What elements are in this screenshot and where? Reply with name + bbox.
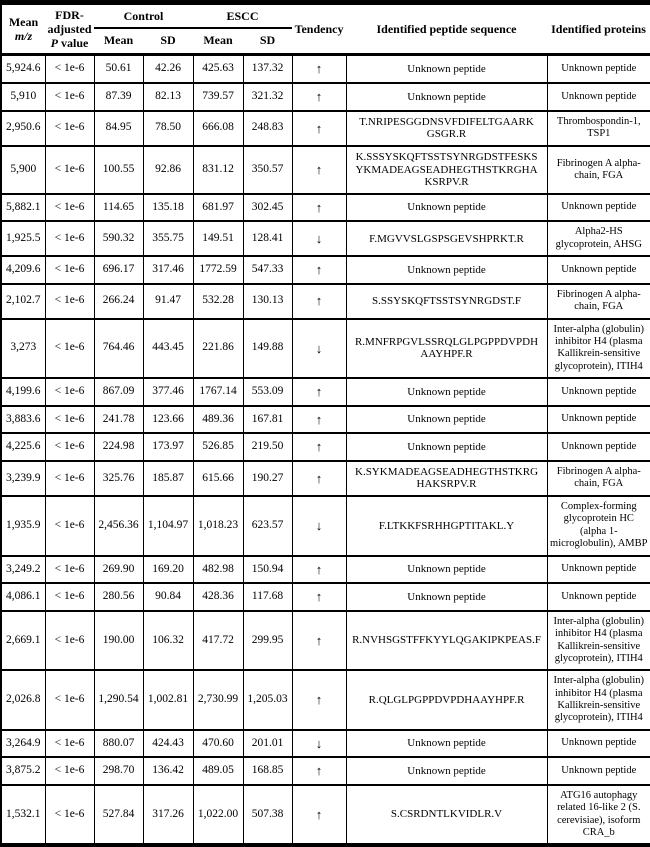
header-control-sd: SD: [143, 28, 193, 55]
cell-mean-mz: 3,875.2: [1, 757, 45, 785]
cell-peptide-sequence: Unknown peptide: [346, 730, 547, 758]
cell-control-sd: 317.46: [143, 256, 193, 284]
header-p-italic: P: [50, 36, 58, 51]
cell-escc-sd: 117.68: [243, 583, 292, 611]
cell-escc-sd: 547.33: [243, 256, 292, 284]
cell-protein: Fibrinogen A alpha-chain, FGA: [547, 146, 650, 194]
tendency-arrow: ↑: [292, 146, 346, 194]
cell-mean-mz: 2,669.1: [1, 611, 45, 671]
cell-protein: Complex-forming glycoprotein HC (alpha 1-microglobulin), AMBP: [547, 496, 650, 556]
cell-escc-mean: 1,018.23: [193, 496, 243, 556]
cell-control-mean: 87.39: [94, 83, 143, 111]
cell-control-mean: 2,456.36: [94, 496, 143, 556]
cell-protein: Fibrinogen A alpha-chain, FGA: [547, 284, 650, 319]
cell-control-sd: 185.87: [143, 461, 193, 496]
cell-protein: Unknown peptide: [547, 256, 650, 284]
cell-protein: Unknown peptide: [547, 55, 650, 83]
tendency-arrow: ↑: [292, 406, 346, 434]
cell-peptide-sequence: Unknown peptide: [346, 256, 547, 284]
table-row: [1, 406, 650, 434]
cell-p-value: < 1e-6: [45, 433, 94, 461]
tendency-arrow: ↑: [292, 194, 346, 222]
header-proteins: Identified proteins: [547, 3, 650, 55]
cell-peptide-sequence: S.CSRDNTLKVIDLR.V: [346, 785, 547, 846]
cell-escc-sd: 507.38: [243, 785, 292, 846]
header-peptide-sequence: Identified peptide sequence: [346, 3, 547, 55]
table-row: [1, 556, 650, 584]
cell-escc-sd: 350.57: [243, 146, 292, 194]
table-header: [1, 3, 650, 55]
header-mz-word: m/z: [14, 29, 33, 44]
cell-p-value: < 1e-6: [45, 461, 94, 496]
header-mean-mz: [1, 3, 45, 55]
cell-peptide-sequence: Unknown peptide: [346, 583, 547, 611]
cell-mean-mz: 4,225.6: [1, 433, 45, 461]
cell-escc-sd: 248.83: [243, 111, 292, 146]
cell-protein: Unknown peptide: [547, 433, 650, 461]
cell-peptide-sequence: R.QLGLPGPPDVPDHAAYHPF.R: [346, 670, 547, 730]
cell-escc-sd: 302.45: [243, 194, 292, 222]
cell-control-mean: 280.56: [94, 583, 143, 611]
cell-p-value: < 1e-6: [45, 55, 94, 83]
cell-mean-mz: 4,209.6: [1, 256, 45, 284]
table-row: [1, 146, 650, 194]
cell-escc-mean: 470.60: [193, 730, 243, 758]
cell-escc-sd: 168.85: [243, 757, 292, 785]
cell-control-mean: 266.24: [94, 284, 143, 319]
cell-protein: ATG16 autophagy related 16-like 2 (S. cerevisiae), isoform CRA_b: [547, 785, 650, 846]
cell-control-sd: 355.75: [143, 221, 193, 256]
cell-mean-mz: 5,882.1: [1, 194, 45, 222]
cell-protein: Unknown peptide: [547, 556, 650, 584]
cell-p-value: < 1e-6: [45, 194, 94, 222]
cell-control-sd: 135.18: [143, 194, 193, 222]
cell-p-value: < 1e-6: [45, 785, 94, 846]
tendency-arrow: ↑: [292, 583, 346, 611]
cell-control-sd: 42.26: [143, 55, 193, 83]
cell-mean-mz: 3,883.6: [1, 406, 45, 434]
cell-control-sd: 169.20: [143, 556, 193, 584]
cell-peptide-sequence: K.SYKMADEAGSEADHEGTHSTKRG HAKSRPV.R: [346, 461, 547, 496]
cell-control-mean: 269.90: [94, 556, 143, 584]
cell-protein: Unknown peptide: [547, 83, 650, 111]
cell-escc-sd: 167.81: [243, 406, 292, 434]
cell-control-mean: 50.61: [94, 55, 143, 83]
cell-control-mean: 764.46: [94, 319, 143, 379]
tendency-arrow: ↑: [292, 556, 346, 584]
cell-mean-mz: 1,925.5: [1, 221, 45, 256]
cell-p-value: < 1e-6: [45, 611, 94, 671]
tendency-arrow: ↓: [292, 730, 346, 758]
cell-control-sd: 123.66: [143, 406, 193, 434]
cell-peptide-sequence: T.NRIPESGGDNSVFDIFELTGAARK GSGR.R: [346, 111, 547, 146]
cell-escc-sd: 553.09: [243, 378, 292, 406]
tendency-arrow: ↑: [292, 55, 346, 83]
cell-escc-sd: 219.50: [243, 433, 292, 461]
cell-control-mean: 590.32: [94, 221, 143, 256]
cell-protein: Unknown peptide: [547, 194, 650, 222]
header-fdr-line2: adjusted: [47, 22, 92, 37]
cell-protein: Inter-alpha (globulin) inhibitor H4 (plasma Kallikrein-sensitive glycoprotein), ITIH4: [547, 319, 650, 379]
table-row: [1, 319, 650, 379]
cell-escc-mean: 149.51: [193, 221, 243, 256]
cell-escc-mean: 526.85: [193, 433, 243, 461]
cell-mean-mz: 3,264.9: [1, 730, 45, 758]
cell-escc-sd: 1,205.03: [243, 670, 292, 730]
cell-escc-mean: 831.12: [193, 146, 243, 194]
cell-escc-sd: 299.95: [243, 611, 292, 671]
cell-escc-mean: 489.36: [193, 406, 243, 434]
header-mean-word: Mean: [8, 15, 39, 30]
cell-control-mean: 1,290.54: [94, 670, 143, 730]
table-row: [1, 611, 650, 671]
cell-peptide-sequence: Unknown peptide: [346, 406, 547, 434]
cell-protein: Unknown peptide: [547, 583, 650, 611]
cell-protein: Unknown peptide: [547, 378, 650, 406]
tendency-arrow: ↑: [292, 284, 346, 319]
cell-peptide-sequence: Unknown peptide: [346, 556, 547, 584]
cell-protein: Fibrinogen A alpha-chain, FGA: [547, 461, 650, 496]
cell-p-value: < 1e-6: [45, 221, 94, 256]
cell-mean-mz: 2,950.6: [1, 111, 45, 146]
cell-escc-mean: 1,022.00: [193, 785, 243, 846]
cell-mean-mz: 5,910: [1, 83, 45, 111]
cell-p-value: < 1e-6: [45, 583, 94, 611]
cell-control-sd: 443.45: [143, 319, 193, 379]
cell-control-sd: 82.13: [143, 83, 193, 111]
table-row: [1, 111, 650, 146]
cell-peptide-sequence: R.MNFRPGVLSSRQLGLPGPPDVPDH AAYHPF.R: [346, 319, 547, 379]
cell-mean-mz: 2,026.8: [1, 670, 45, 730]
tendency-arrow: ↓: [292, 221, 346, 256]
cell-protein: Unknown peptide: [547, 406, 650, 434]
table-row: [1, 378, 650, 406]
cell-control-sd: 377.46: [143, 378, 193, 406]
cell-control-mean: 527.84: [94, 785, 143, 846]
tendency-arrow: ↑: [292, 611, 346, 671]
cell-control-mean: 100.55: [94, 146, 143, 194]
cell-mean-mz: 3,249.2: [1, 556, 45, 584]
cell-escc-sd: 623.57: [243, 496, 292, 556]
cell-peptide-sequence: Unknown peptide: [346, 194, 547, 222]
header-fdr-line1: FDR-: [55, 8, 84, 22]
cell-control-sd: 1,002.81: [143, 670, 193, 730]
cell-escc-mean: 532.28: [193, 284, 243, 319]
cell-p-value: < 1e-6: [45, 730, 94, 758]
cell-control-sd: 90.84: [143, 583, 193, 611]
tendency-arrow: ↑: [292, 757, 346, 785]
cell-protein: Inter-alpha (globulin) inhibitor H4 (plasma Kallikrein-sensitive glycoprotein), ITIH4: [547, 670, 650, 730]
cell-peptide-sequence: Unknown peptide: [346, 55, 547, 83]
cell-protein: Inter-alpha (globulin) inhibitor H4 (plasma Kallikrein-sensitive glycoprotein), ITIH4: [547, 611, 650, 671]
cell-control-sd: 424.43: [143, 730, 193, 758]
cell-mean-mz: 2,102.7: [1, 284, 45, 319]
header-fdr-p-value: [45, 3, 94, 55]
cell-mean-mz: 1,532.1: [1, 785, 45, 846]
cell-peptide-sequence: F.MGVVSLGSPSGEVSHPRKT.R: [346, 221, 547, 256]
tendency-arrow: ↓: [292, 496, 346, 556]
tendency-arrow: ↑: [292, 461, 346, 496]
cell-escc-mean: 2,730.99: [193, 670, 243, 730]
table-row: [1, 757, 650, 785]
cell-escc-mean: 666.08: [193, 111, 243, 146]
header-row-groups: [1, 3, 650, 28]
cell-escc-sd: 190.27: [243, 461, 292, 496]
table-body: [1, 55, 650, 846]
cell-mean-mz: 5,924.6: [1, 55, 45, 83]
table-row: [1, 461, 650, 496]
cell-mean-mz: 4,199.6: [1, 378, 45, 406]
cell-control-sd: 106.32: [143, 611, 193, 671]
cell-control-mean: 190.00: [94, 611, 143, 671]
header-tendency: Tendency: [292, 3, 346, 55]
cell-p-value: < 1e-6: [45, 146, 94, 194]
tendency-arrow: ↑: [292, 378, 346, 406]
cell-p-value: < 1e-6: [45, 284, 94, 319]
cell-mean-mz: 3,239.9: [1, 461, 45, 496]
cell-p-value: < 1e-6: [45, 378, 94, 406]
cell-escc-mean: 1772.59: [193, 256, 243, 284]
cell-mean-mz: 4,086.1: [1, 583, 45, 611]
cell-control-mean: 114.65: [94, 194, 143, 222]
cell-escc-mean: 482.98: [193, 556, 243, 584]
table-row: [1, 221, 650, 256]
table-row: [1, 433, 650, 461]
cell-control-mean: 696.17: [94, 256, 143, 284]
header-control-group: Control: [94, 3, 193, 28]
cell-peptide-sequence: Unknown peptide: [346, 378, 547, 406]
cell-escc-mean: 681.97: [193, 194, 243, 222]
cell-control-mean: 298.70: [94, 757, 143, 785]
cell-control-sd: 78.50: [143, 111, 193, 146]
cell-control-sd: 173.97: [143, 433, 193, 461]
cell-escc-mean: 425.63: [193, 55, 243, 83]
cell-escc-sd: 201.01: [243, 730, 292, 758]
header-control-mean: Mean: [94, 28, 143, 55]
cell-escc-mean: 417.72: [193, 611, 243, 671]
cell-peptide-sequence: F.LTKKFSRHHGPTITAKL.Y: [346, 496, 547, 556]
cell-control-mean: 867.09: [94, 378, 143, 406]
cell-peptide-sequence: R.NVHSGSTFFKYYLQGAKIPKPEAS.F: [346, 611, 547, 671]
cell-control-mean: 224.98: [94, 433, 143, 461]
cell-p-value: < 1e-6: [45, 256, 94, 284]
cell-escc-mean: 739.57: [193, 83, 243, 111]
cell-control-sd: 1,104.97: [143, 496, 193, 556]
cell-escc-mean: 615.66: [193, 461, 243, 496]
cell-escc-mean: 1767.14: [193, 378, 243, 406]
cell-control-sd: 92.86: [143, 146, 193, 194]
cell-mean-mz: 3,273: [1, 319, 45, 379]
cell-escc-sd: 321.32: [243, 83, 292, 111]
cell-control-mean: 84.95: [94, 111, 143, 146]
table-row: [1, 670, 650, 730]
cell-mean-mz: 1,935.9: [1, 496, 45, 556]
header-escc-mean: Mean: [193, 28, 243, 55]
header-escc-group: ESCC: [193, 3, 292, 28]
cell-escc-sd: 130.13: [243, 284, 292, 319]
cell-escc-sd: 128.41: [243, 221, 292, 256]
tendency-arrow: ↑: [292, 785, 346, 846]
table-row: [1, 55, 650, 83]
table-row: [1, 194, 650, 222]
tendency-arrow: ↑: [292, 83, 346, 111]
header-p-value-word: value: [61, 36, 89, 51]
cell-protein: Unknown peptide: [547, 757, 650, 785]
cell-p-value: < 1e-6: [45, 757, 94, 785]
cell-peptide-sequence: K.SSSYSKQFTSSTSYNRGDSTFESKS YKMADEAGSEADHEGTHSTKRGHA KSRPV.R: [346, 146, 547, 194]
tendency-arrow: ↑: [292, 670, 346, 730]
cell-control-sd: 91.47: [143, 284, 193, 319]
cell-protein: Thrombospondin-1, TSP1: [547, 111, 650, 146]
cell-escc-sd: 150.94: [243, 556, 292, 584]
cell-control-sd: 136.42: [143, 757, 193, 785]
cell-peptide-sequence: Unknown peptide: [346, 83, 547, 111]
header-escc-sd: SD: [243, 28, 292, 55]
cell-peptide-sequence: S.SSYSKQFTSSTSYNRGDST.F: [346, 284, 547, 319]
cell-protein: Unknown peptide: [547, 730, 650, 758]
cell-p-value: < 1e-6: [45, 670, 94, 730]
cell-control-mean: 241.78: [94, 406, 143, 434]
table-row: [1, 284, 650, 319]
cell-peptide-sequence: Unknown peptide: [346, 433, 547, 461]
cell-escc-sd: 149.88: [243, 319, 292, 379]
cell-escc-mean: 428.36: [193, 583, 243, 611]
cell-p-value: < 1e-6: [45, 83, 94, 111]
cell-escc-mean: 221.86: [193, 319, 243, 379]
cell-escc-mean: 489.05: [193, 757, 243, 785]
cell-p-value: < 1e-6: [45, 319, 94, 379]
table-row: [1, 496, 650, 556]
tendency-arrow: ↑: [292, 111, 346, 146]
cell-protein: Alpha2-HS glycoprotein, AHSG: [547, 221, 650, 256]
cell-control-mean: 880.07: [94, 730, 143, 758]
table-row: [1, 583, 650, 611]
cell-mean-mz: 5,900: [1, 146, 45, 194]
cell-escc-sd: 137.32: [243, 55, 292, 83]
cell-control-mean: 325.76: [94, 461, 143, 496]
table-row: [1, 83, 650, 111]
cell-p-value: < 1e-6: [45, 556, 94, 584]
table-row: [1, 785, 650, 846]
cell-peptide-sequence: Unknown peptide: [346, 757, 547, 785]
tendency-arrow: ↑: [292, 256, 346, 284]
cell-control-sd: 317.26: [143, 785, 193, 846]
cell-p-value: < 1e-6: [45, 111, 94, 146]
cell-p-value: < 1e-6: [45, 406, 94, 434]
table-row: [1, 256, 650, 284]
tendency-arrow: ↑: [292, 433, 346, 461]
tendency-arrow: ↓: [292, 319, 346, 379]
cell-p-value: < 1e-6: [45, 496, 94, 556]
table-row: [1, 730, 650, 758]
